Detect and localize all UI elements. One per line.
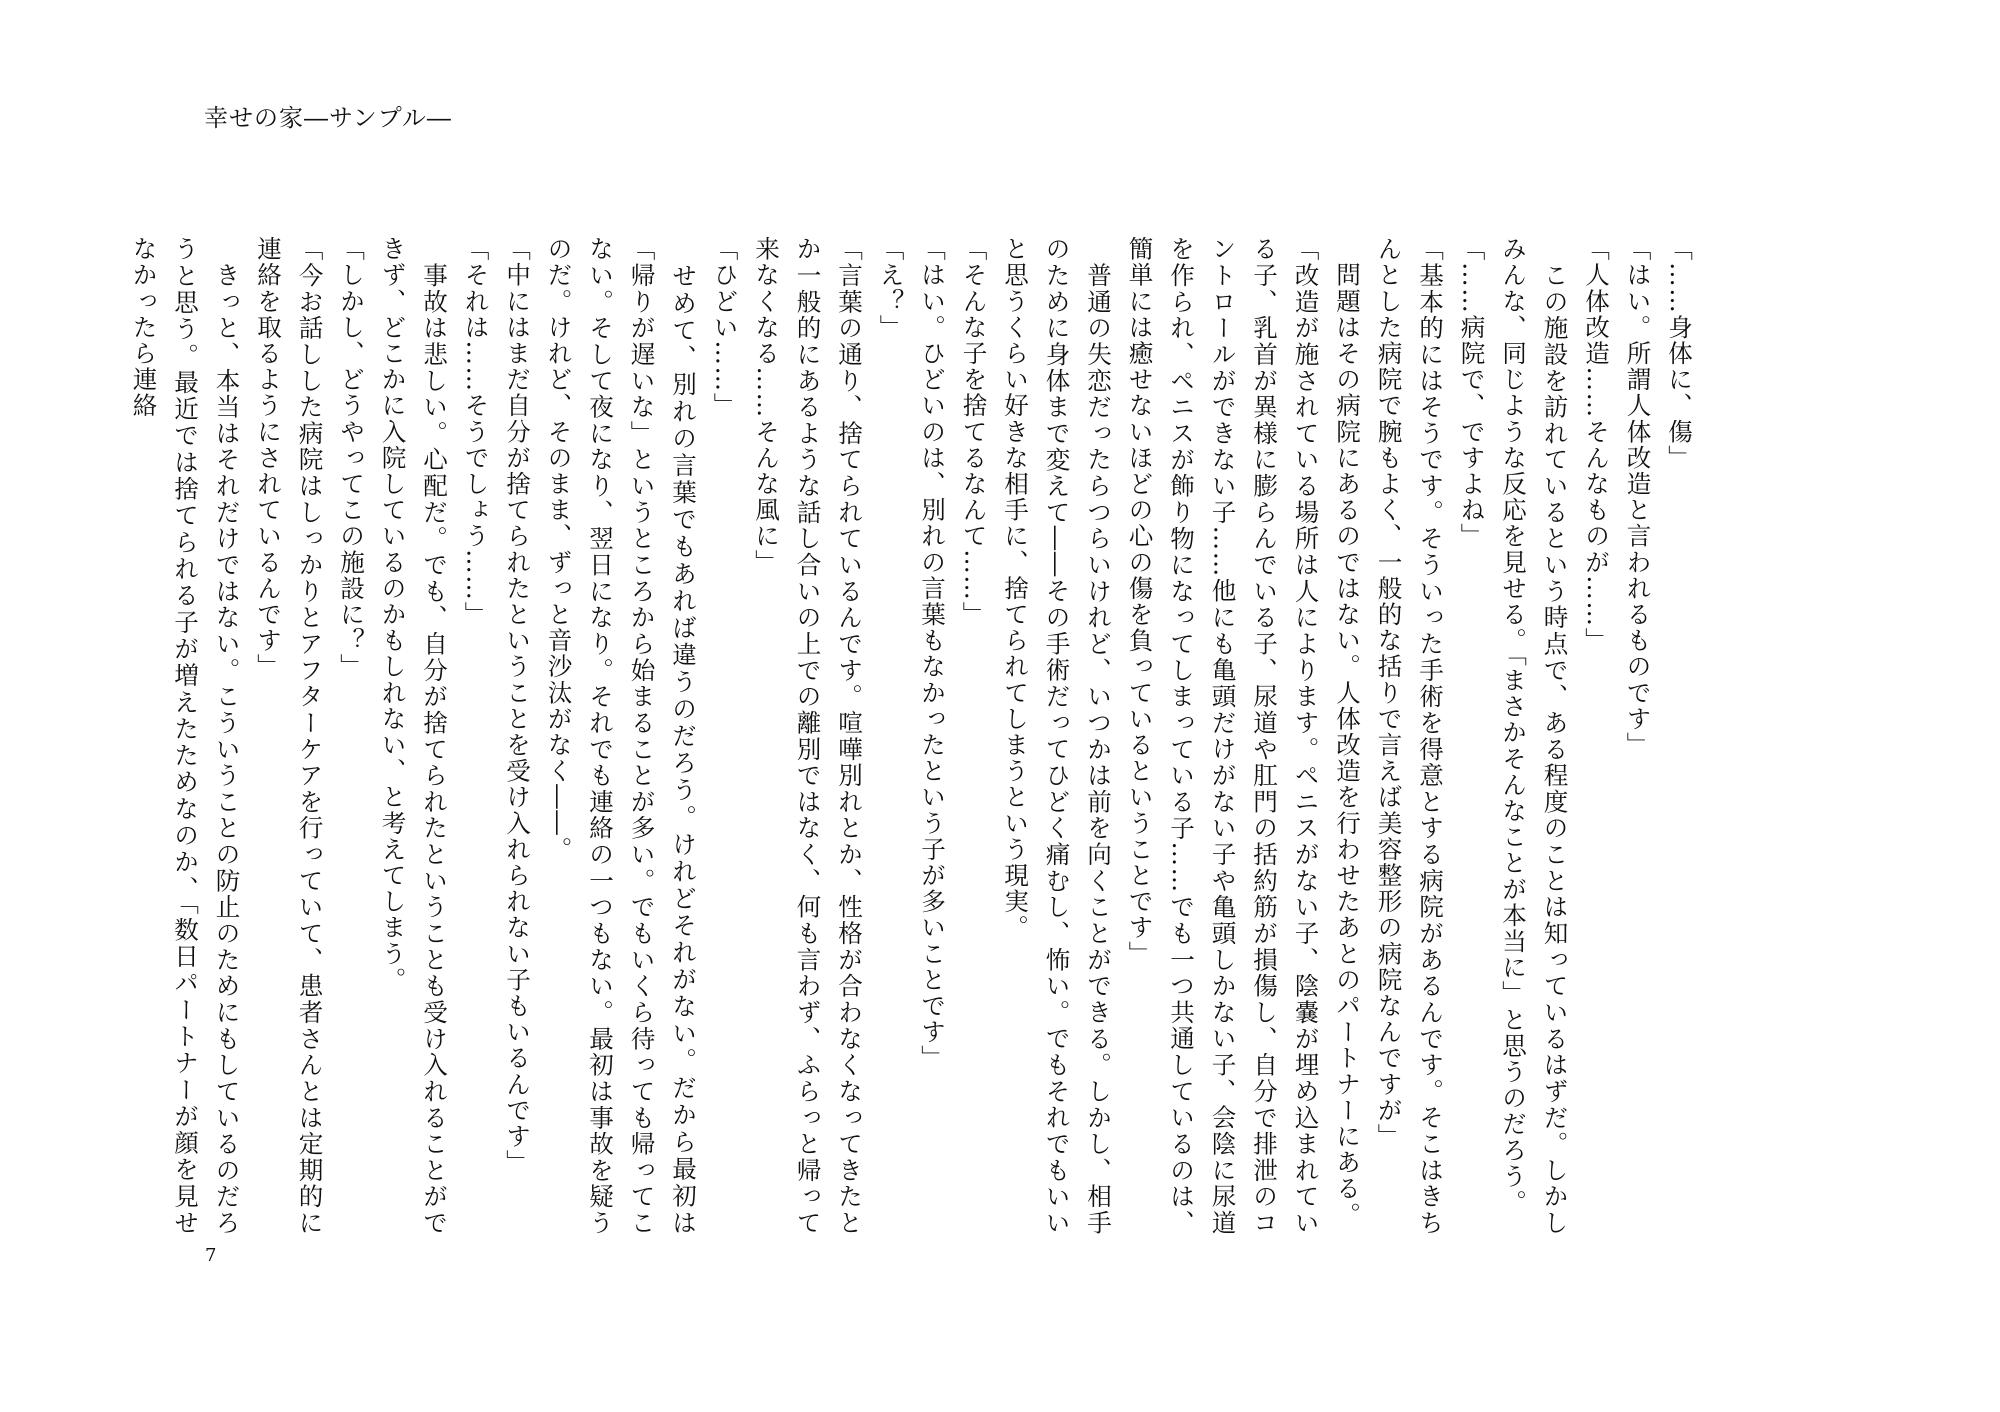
text-paragraph: 「そんな子を捨てるなんて……」 [959, 236, 989, 628]
text-paragraph: 「……身体に、傷」 [1665, 236, 1694, 471]
text-paragraph: せめて、別れの言葉でもあれば違うのだろう。けれどそれがない。だから最初は「帰りが遅いな」というところから始まることが多い。でもいくら待っても帰ってこない。そして夜になり、翌日になり。それでも連絡の一つもない。最初は事故を疑うのだ。けれど、そのまま、ずっと音沙汰がなく――。 [544, 236, 698, 1236]
vertical-body-text [129, 236, 1700, 1236]
text-paragraph: 「はい。所謂人体改造と言われるものです」 [1623, 236, 1653, 758]
text-paragraph: 「しかし、どうやってこの施設に？」 [337, 236, 366, 680]
text-paragraph: 「言葉の通り、捨てられているんです。喧嘩別れとか、性格が合わなくなってきたとか一般的にあるような話し合いの上での離別ではなく、何も言わず、ふらっと帰って来なくなる……そんな風に」 [752, 236, 864, 1236]
text-paragraph: 「それは……そうでしょう……」 [461, 236, 491, 628]
text-paragraph: 事故は悲しい。心配だ。でも、自分が捨てられたということも受け入れることができず、どこかに入院しているのかもしれない、と考えてしまう。 [378, 236, 449, 1236]
text-paragraph: 「ひどい……」 [710, 236, 740, 419]
running-header-title: 幸せの家―サンプル― [204, 104, 452, 132]
text-paragraph: 「今お話しした病院はしっかりとアフターケアを行っていて、患者さんとは定期的に連絡を取るようにされているんです」 [254, 236, 325, 1236]
text-paragraph: 「基本的にはそうです。そういった手術を得意とする病院があるんです。そこはきちんとした病院で腕もよく、一般的な括りで言えば美容整形の病院なんですが」 [1374, 236, 1445, 1236]
text-paragraph: 「……病院で、ですよね」 [1457, 236, 1487, 550]
text-paragraph: 「改造が施されている場所は人によります。ペニスがない子、陰嚢が埋め込まれている子、乳首が異様に膨らんでいる子、尿道や肛門の括約筋が損傷し、自分で排泄のコントロールができない子……他にも亀頭だけがない子や亀頭しかない子、会陰に尿道を作られ、ペニスが飾り物になってしまっている子……でも一つ共通しているのは、簡単には癒せないほどの心の傷を負っているということです」 [1125, 236, 1321, 1236]
text-paragraph: 「はい。ひどいのは、別れの言葉もなかったという子が多いことです」 [918, 236, 947, 1072]
text-paragraph: 普通の失恋だったらつらいけれど、いつかは前を向くことができる。しかし、相手のために身体まで変えて――その手術だってひどく痛むし、怖い。でもそれでもいいと思うくらい好きな相手に、捨てられてしまうという現実。 [1001, 236, 1113, 1236]
page-number: 7 [205, 1245, 217, 1266]
text-paragraph: 「え？」 [876, 236, 906, 341]
text-paragraph: この施設を訪れているという時点で、ある程度のことは知っているはずだ。しかしみんな、同じような反応を見せる。「まさかそんなことが本当に」と思うのだろう。 [1499, 236, 1570, 1236]
text-paragraph: きっと、本当はそれだけではない。こういうことの防止のためにもしているのだろうと思う。最近では捨てられる子が増えたためなのか、「数日パートナーが顔を見せなかったら連絡 [129, 236, 242, 1236]
text-paragraph: 「人体改造……そんなものが……」 [1582, 236, 1611, 654]
text-paragraph: 問題はその病院にあるのではない。人体改造を行わせたあとのパートナーにある。 [1333, 236, 1362, 1228]
text-paragraph: 「中にはまだ自分が捨てられたということを受け入れられない子もいるんです」 [503, 236, 532, 1176]
